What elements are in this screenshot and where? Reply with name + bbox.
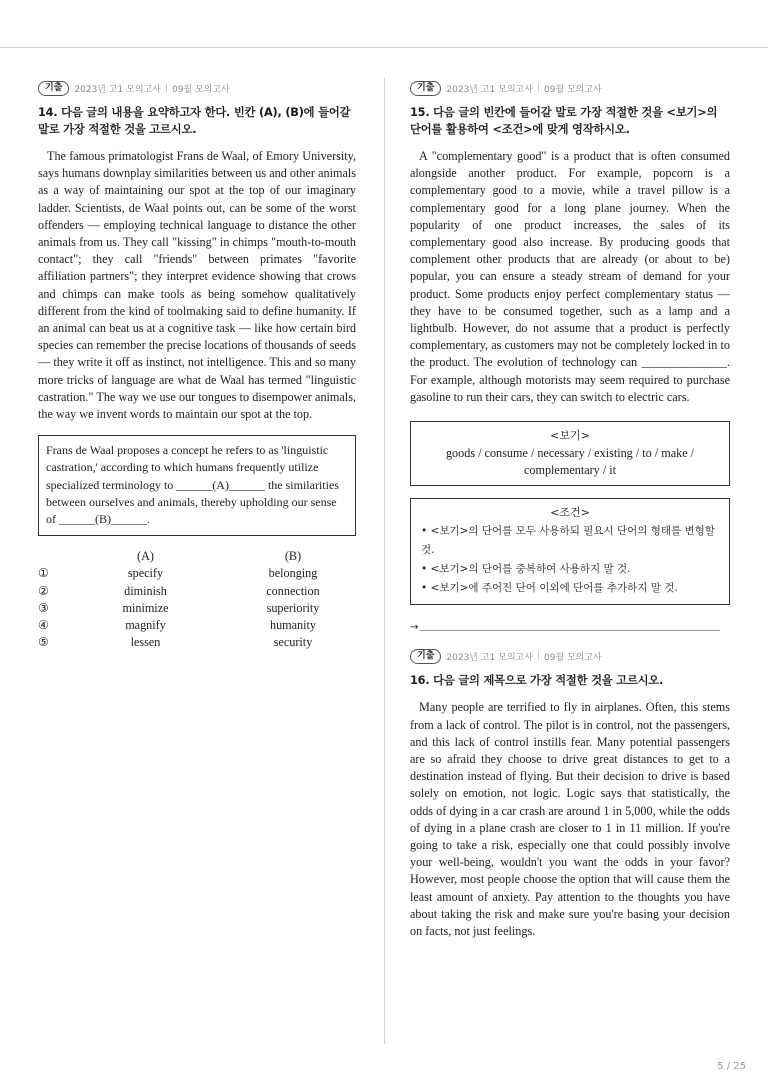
choice-a-text: specify	[127, 566, 164, 581]
source-badge: 기출	[410, 81, 441, 96]
source-month: 09월 모의고사	[543, 84, 602, 95]
source-badge: 기출	[410, 649, 441, 664]
choice-b-text: security	[273, 635, 313, 650]
source-year: 2023년 고1 모의고사	[446, 652, 533, 663]
condition-item: • <보기>의 단어를 모두 사용하되 필요시 단어의 형태를 변형할 것.	[421, 525, 715, 557]
source-badge: 기출	[38, 81, 69, 96]
choice-2[interactable]	[38, 583, 356, 600]
question-14-passage	[38, 148, 356, 423]
header-rule	[0, 47, 768, 48]
source-separator: |	[536, 83, 540, 93]
answer-blank[interactable]	[420, 624, 720, 631]
bogi-box	[410, 421, 730, 486]
choice-number: ④	[38, 618, 49, 633]
source-month: 09월 모의고사	[543, 652, 602, 663]
source-separator: |	[536, 651, 540, 662]
source-year: 2023년 고1 모의고사	[74, 84, 161, 95]
choice-header-b: (B)	[284, 549, 302, 564]
choice-a-text: lessen	[130, 635, 161, 650]
summary-box: Frans de Waal proposes a concept he refers to as 'linguistic castration,' according to which humans frequently utilize specialized terminology to ______(A)______ the similarities between ourselves and animals, thereby upholding our sense of ______(B)______.	[38, 435, 356, 536]
question-15-passage	[410, 148, 730, 406]
choice-number: ②	[38, 583, 49, 598]
choice-b-text: humanity	[269, 618, 317, 633]
passage-text: Many people are terrified to fly in airplanes. Often, this stems from a lack of control. The pilot is in control, not the passengers, and this lack of control instills fear. Many potential passengers are so afraid they choose to drive great distances to get to a destination instead of flying. But their decision to drive is based solely on emotion, not logic. Logic says that statistically, the odds of dying in a car crash are around 1 in 5,000, while the odds of dying in a plane crash are closer to 1 in 11 million. If you're going to take a risk, especially one that could possibly involve your well-being, wouldn't you want the odds in your favor? However, most people choose the option that will cause them the least amount of anxiety. Pay attention to the thoughts you have about taking the risk and make sure you're basing your decision on facts, not just feelings.	[410, 700, 730, 939]
choice-1[interactable]	[38, 565, 356, 582]
choice-b-text: superiority	[266, 600, 320, 615]
source-year: 2023년 고1 모의고사	[446, 84, 533, 95]
bogi-title: <보기>	[550, 429, 590, 443]
choice-5[interactable]	[38, 634, 356, 651]
bogi-words: goods / consume / necessary / existing / to / make / complementary / it	[445, 446, 695, 478]
choice-number: ⑤	[38, 635, 49, 650]
choice-number: ①	[38, 566, 49, 581]
question-14-title: 14. 다음 글의 내용을 요약하고자 한다. 빈칸 (A), (B)에 들어갈 말로 가장 적절한 것을 고르시오.	[38, 106, 351, 136]
question-16-title: 16. 다음 글의 제목으로 가장 적절한 것을 고르시오.	[410, 674, 664, 688]
conditions-title: <조건>	[550, 506, 590, 520]
choice-b-text: connection	[266, 583, 320, 598]
condition-item: • <보기>의 단어를 중복하여 사용하지 말 것.	[421, 563, 631, 576]
question-source	[38, 80, 356, 96]
choice-header-row	[38, 548, 356, 565]
question-16-passage	[410, 699, 730, 940]
choice-a-text: magnify	[125, 618, 166, 633]
answer-choices	[38, 548, 356, 651]
condition-item: • <보기>에 주어진 단어 이외에 단어를 추가하지 말 것.	[421, 582, 678, 595]
choice-a-text: diminish	[124, 583, 167, 598]
page-number: 5 / 25	[717, 1061, 746, 1072]
column-divider	[384, 78, 385, 1044]
choice-a-text: minimize	[122, 600, 169, 615]
question-15-title: 15. 다음 글의 빈칸에 들어갈 말로 가장 적절한 것을 <보기>의 단어를 활용하여 <조건>에 맞게 영작하시오.	[410, 106, 718, 136]
choice-b-text: belonging	[268, 566, 318, 581]
right-column	[410, 80, 730, 940]
choice-header-a: (A)	[137, 549, 154, 564]
choice-4[interactable]	[38, 617, 356, 634]
passage-text: The famous primatologist Frans de Waal, of Emory University, says humans downplay similarities between us and other animals as a way of maintaining our spot at the top of our imaginary ladder. Scientists, de Waal points out, can be some of the worst offenders — employing technical language to distance the other animals from us. They call "kissing" in chimps "mouth-to-mouth contact"; they call "friends" between primates "favorite affiliation partners"; they interpret evidence showing that crows and chimps can make tools as being somehow qualitatively different from the kind of toolmaking said to define humanity. If an animal can beat us at a cognitive task — like how certain bird species can remember the precise locations of thousands of seeds — they write it off as instinct, not intelligence. This and so many more tricks of language are what de Waal has termed "linguistic castration." The way we use our tongues to disempower animals, the way we invent words to maintain our spot at the top.	[38, 149, 356, 422]
left-column	[38, 80, 356, 651]
passage-text: A "complementary good" is a product that is often consumed alongside another product. For example, popcorn is a complementary good to a movie, while a travel pillow is a complementary good for a long plane journey. When the popularity of one product increases, the sales of its complementary good also increase. By producing goods that complement other products that are already (or about to be) popular, you can ensure a steady stream of demand for your product. Some products enjoy perfect complementary status — they have to be consumed together, such as a lamp and a lightbulb. However, do not assume that a product is perfectly complementary, as customers may not be completely locked in to the product. The evolution of technology can ______________. For example, although motorists may seem required to purchase gasoline to run their cars, they can switch to electric cars.	[410, 149, 730, 404]
answer-line[interactable]	[410, 622, 730, 632]
question-source	[410, 80, 730, 96]
source-month: 09월 모의고사	[171, 84, 230, 95]
choice-number: ③	[38, 600, 49, 615]
choice-3[interactable]	[38, 600, 356, 617]
question-source	[410, 648, 730, 664]
arrow-icon: →	[410, 621, 419, 633]
conditions-box	[410, 498, 730, 605]
source-separator: |	[164, 83, 168, 93]
